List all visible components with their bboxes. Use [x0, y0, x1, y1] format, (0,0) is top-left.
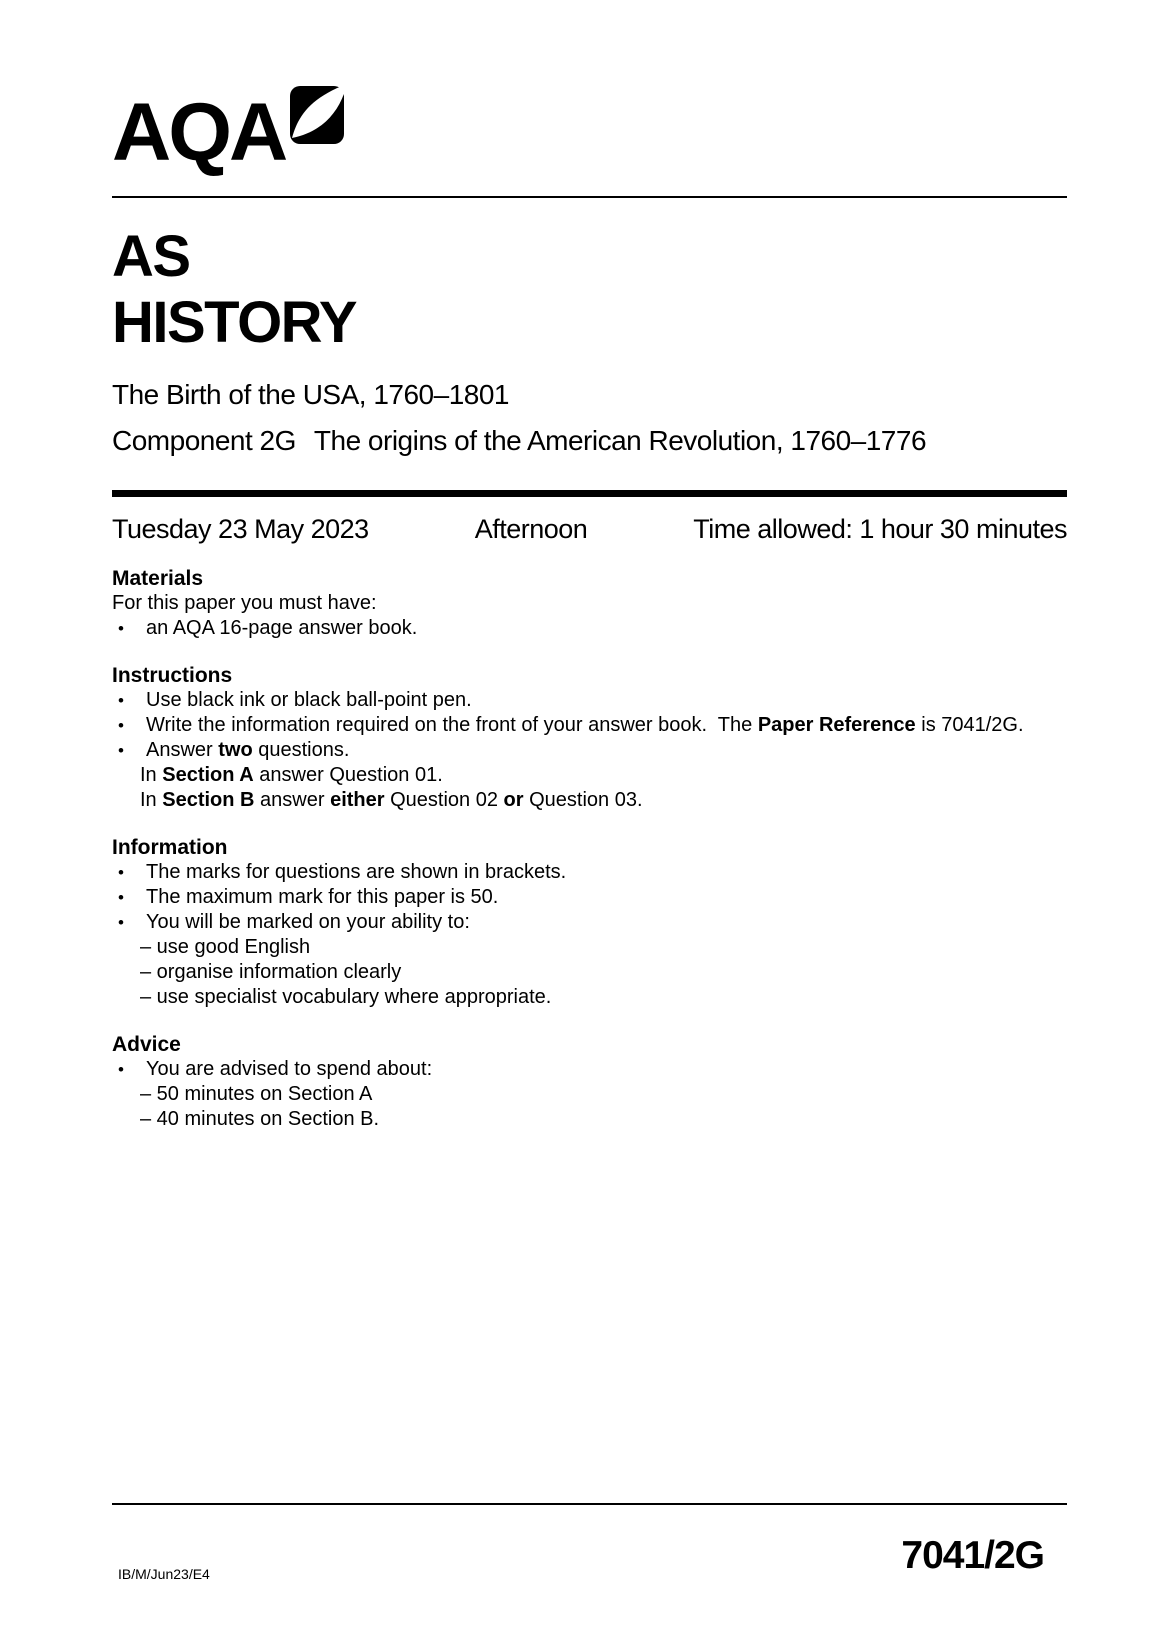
- bullet-marker: •: [118, 716, 124, 735]
- title-divider: [112, 490, 1067, 497]
- footer-divider: [112, 1503, 1067, 1505]
- line-text: – use specialist vocabulary where appropriate.: [140, 986, 552, 1008]
- paper-subtitle: [112, 372, 1067, 464]
- section-lines: [112, 591, 1067, 641]
- session-line: [112, 514, 1067, 544]
- section-line: [112, 885, 1067, 910]
- component-label: Component 2G: [112, 425, 296, 456]
- line-text: The maximum mark for this paper is 50.: [146, 886, 499, 908]
- bullet-marker: •: [118, 888, 124, 907]
- info-sections: [112, 566, 1067, 1132]
- info-section: [112, 1032, 1067, 1132]
- section-lines: [112, 688, 1067, 813]
- bullet-marker: •: [118, 741, 124, 760]
- line-text: – organise information clearly: [140, 961, 402, 983]
- aqa-logo: [112, 88, 1067, 180]
- exam-session: Afternoon: [474, 514, 588, 544]
- bullet-marker: •: [118, 619, 124, 638]
- section-line: [112, 713, 1067, 738]
- line-text: Answer two questions.: [146, 739, 350, 761]
- section-line: [112, 960, 1067, 985]
- line-text: You are advised to spend about:: [146, 1058, 433, 1080]
- section-heading: Materials: [112, 567, 204, 590]
- section-lines: [112, 1057, 1067, 1132]
- info-section: [112, 835, 1067, 1010]
- section-lines: [112, 860, 1067, 1010]
- line-text: In Section A answer Question 01.: [140, 764, 443, 786]
- exam-date: Tuesday 23 May 2023: [112, 514, 369, 544]
- paper-heading: [112, 224, 1067, 356]
- section-heading: Instructions: [112, 664, 233, 687]
- exam-series-code: IB/M/Jun23/E4: [118, 1566, 210, 1582]
- line-text: – use good English: [140, 936, 311, 958]
- bullet-marker: •: [118, 691, 124, 710]
- section-line: [112, 985, 1067, 1010]
- section-line: [112, 688, 1067, 713]
- line-text: an AQA 16-page answer book.: [146, 617, 418, 639]
- section-line: [112, 910, 1067, 935]
- section-line: [112, 616, 1067, 641]
- component-line: [112, 418, 1067, 464]
- line-text: – 40 minutes on Section B.: [140, 1108, 380, 1130]
- bullet-marker: •: [118, 913, 124, 932]
- bullet-marker: •: [118, 863, 124, 882]
- aqa-leaf-icon: [290, 86, 344, 144]
- section-heading: Advice: [112, 1033, 181, 1056]
- paper-reference-code: 7041/2G: [901, 1534, 1044, 1577]
- component-title: The origins of the American Revolution, 1760–1776: [313, 425, 927, 456]
- section-heading: Information: [112, 836, 228, 859]
- info-section: [112, 566, 1067, 641]
- section-line: [112, 763, 1067, 788]
- section-line: [112, 738, 1067, 763]
- section-line: [112, 1057, 1067, 1082]
- qualification-level: AS: [112, 224, 190, 289]
- time-allowed: Time allowed: 1 hour 30 minutes: [693, 514, 1067, 544]
- line-text: Write the information required on the front of your answer book. The Paper Reference is 7041/2G.: [146, 714, 1024, 736]
- section-line: [112, 1107, 1067, 1132]
- line-text: – 50 minutes on Section A: [140, 1083, 373, 1105]
- section-line: [112, 1082, 1067, 1107]
- paper-title: The Birth of the USA, 1760–1801: [112, 379, 509, 410]
- section-line: [112, 788, 1067, 813]
- line-text: For this paper you must have:: [112, 592, 377, 614]
- bullet-marker: •: [118, 1060, 124, 1079]
- line-text: Use black ink or black ball-point pen.: [146, 689, 472, 711]
- section-line: [112, 860, 1067, 885]
- section-line: [112, 591, 1067, 616]
- section-line: [112, 935, 1067, 960]
- subject-name: HISTORY: [112, 290, 357, 355]
- line-text: The marks for questions are shown in brackets.: [146, 861, 567, 883]
- aqa-logo-text: AQA: [112, 87, 286, 178]
- info-section: [112, 663, 1067, 813]
- header-divider: [112, 196, 1067, 198]
- line-text: In Section B answer either Question 02 or Question 03.: [140, 789, 643, 811]
- line-text: You will be marked on your ability to:: [146, 911, 470, 933]
